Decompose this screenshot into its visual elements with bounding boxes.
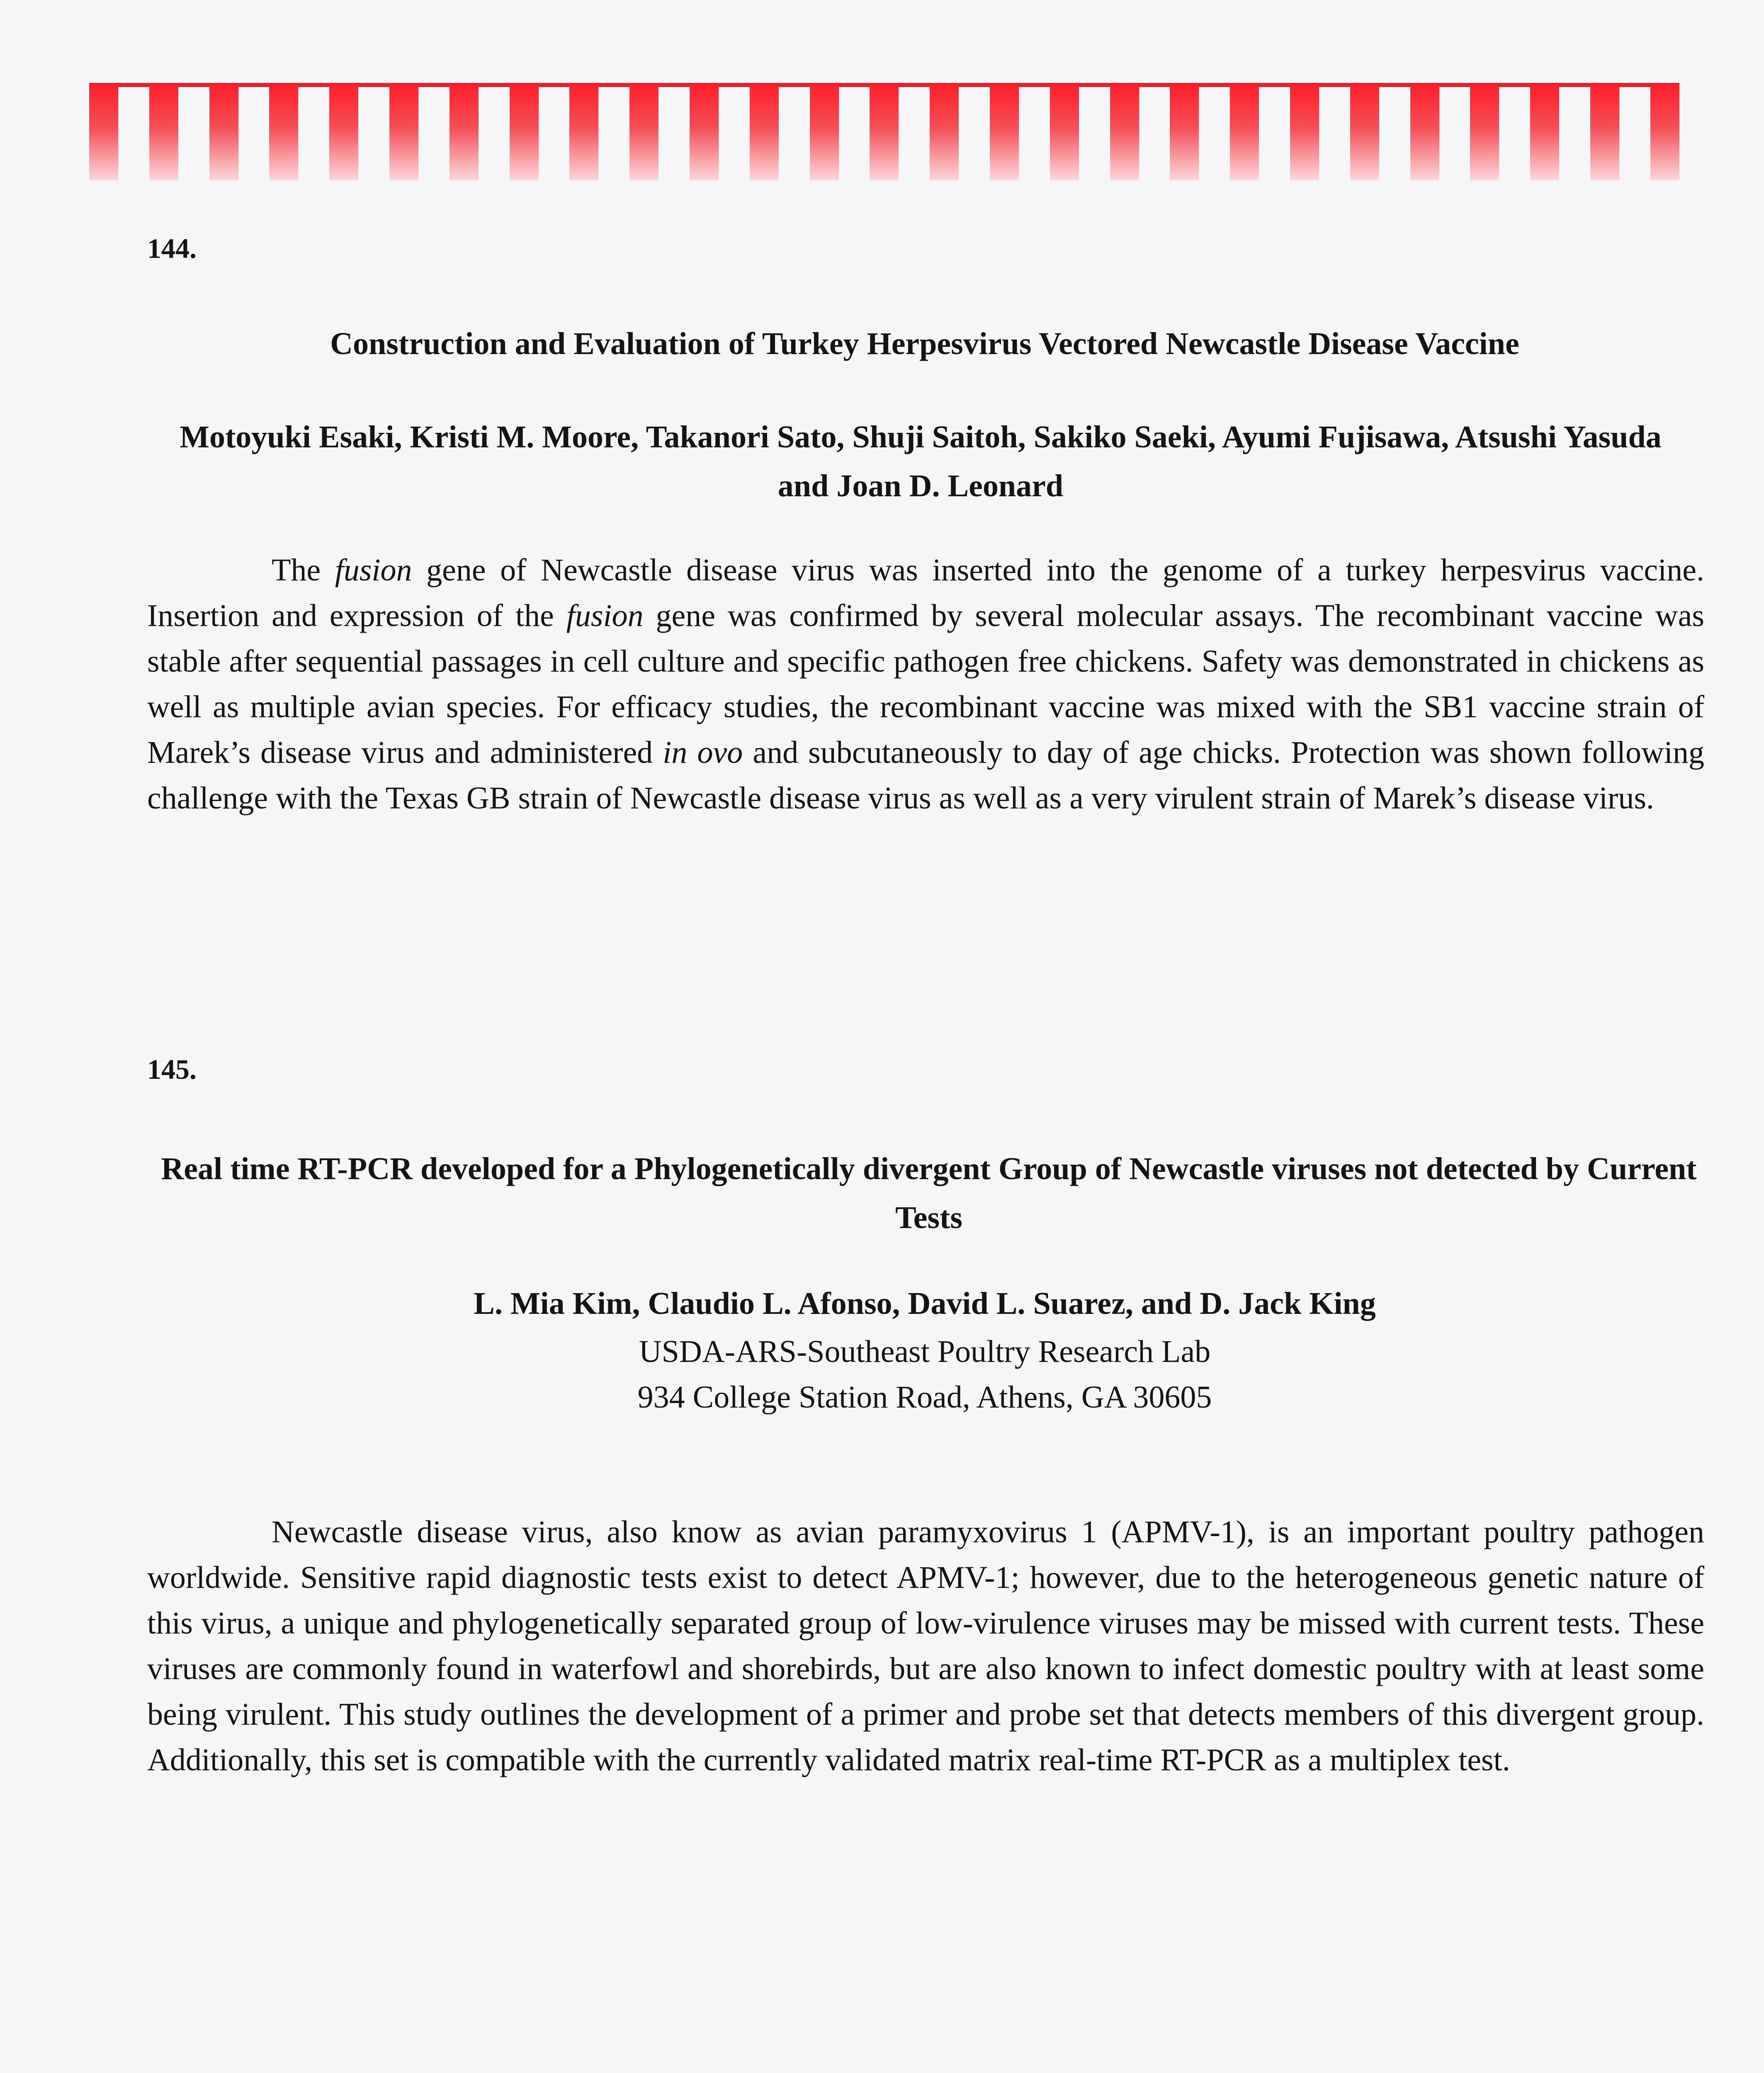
affiliation-line: USDA-ARS-Southeast Poultry Research Lab xyxy=(639,1334,1211,1369)
italic-term: in ovo xyxy=(663,735,743,770)
abstract-body: Newcastle disease virus, also know as avian paramyxovirus 1 (APMV-1), is an important poultry pathogen worldwide. Sensitive rapid diagnostic tests exist to detect APMV-1; however, due to the heterogeneous genetic nature of this virus, a unique and phylogenetically separated group of low-virulence viruses may be missed with current tests. These viruses are commonly found in waterfowl and shorebirds, but are also known to infect domestic poultry with at least some being virulent. This study outlines the development of a primer and probe set that detects members of this divergent group. Additionally, this set is compatible with the currently validated matrix real-time RT-PCR as a multiplex test. xyxy=(147,1515,1704,1777)
abstract-number: 144. xyxy=(147,233,197,264)
italic-term: fusion xyxy=(566,598,644,633)
affiliation-address: 934 College Station Road, Athens, GA 30605 xyxy=(637,1380,1212,1415)
abstract-number: 145. xyxy=(147,1053,197,1085)
abstract-authors: L. Mia Kim, Claudio L. Afonso, David L. Suarez, and D. Jack King xyxy=(474,1286,1376,1321)
abstract-title: Real time RT-PCR developed for a Phylogenetically divergent Group of Newcastle viruses not detected by Current Tests xyxy=(161,1151,1697,1235)
abstract-body: The fusion gene of Newcastle disease virus was inserted into the genome of a turkey herpesvirus vaccine. Insertion and expression of the fusion gene was confirmed by several molecular assays. The recombinant vaccine was stable after sequential passages in cell culture and specific pathogen free chickens. Safety was demonstrated in chickens as well as multiple avian species. For efficacy studies, the recombinant vaccine was mixed with the SB1 vaccine strain of Marek’s disease virus and administered in ovo and subcutaneously to day of age chicks. Protection was shown following challenge with the Texas GB strain of Newcastle disease virus as well as a very virulent strain of Marek’s disease virus. xyxy=(147,553,1704,816)
abstract-title: Construction and Evaluation of Turkey Herpesvirus Vectored Newcastle Disease Vaccine xyxy=(330,326,1519,361)
header-stripe-band xyxy=(89,85,1679,180)
italic-term: fusion xyxy=(335,553,412,587)
abstract-authors: Motoyuki Esaki, Kristi M. Moore, Takanori Sato, Shuji Saitoh, Sakiko Saeki, Ayumi Fujisawa, Atsushi Yasuda and Joan D. Leonard xyxy=(180,420,1662,503)
